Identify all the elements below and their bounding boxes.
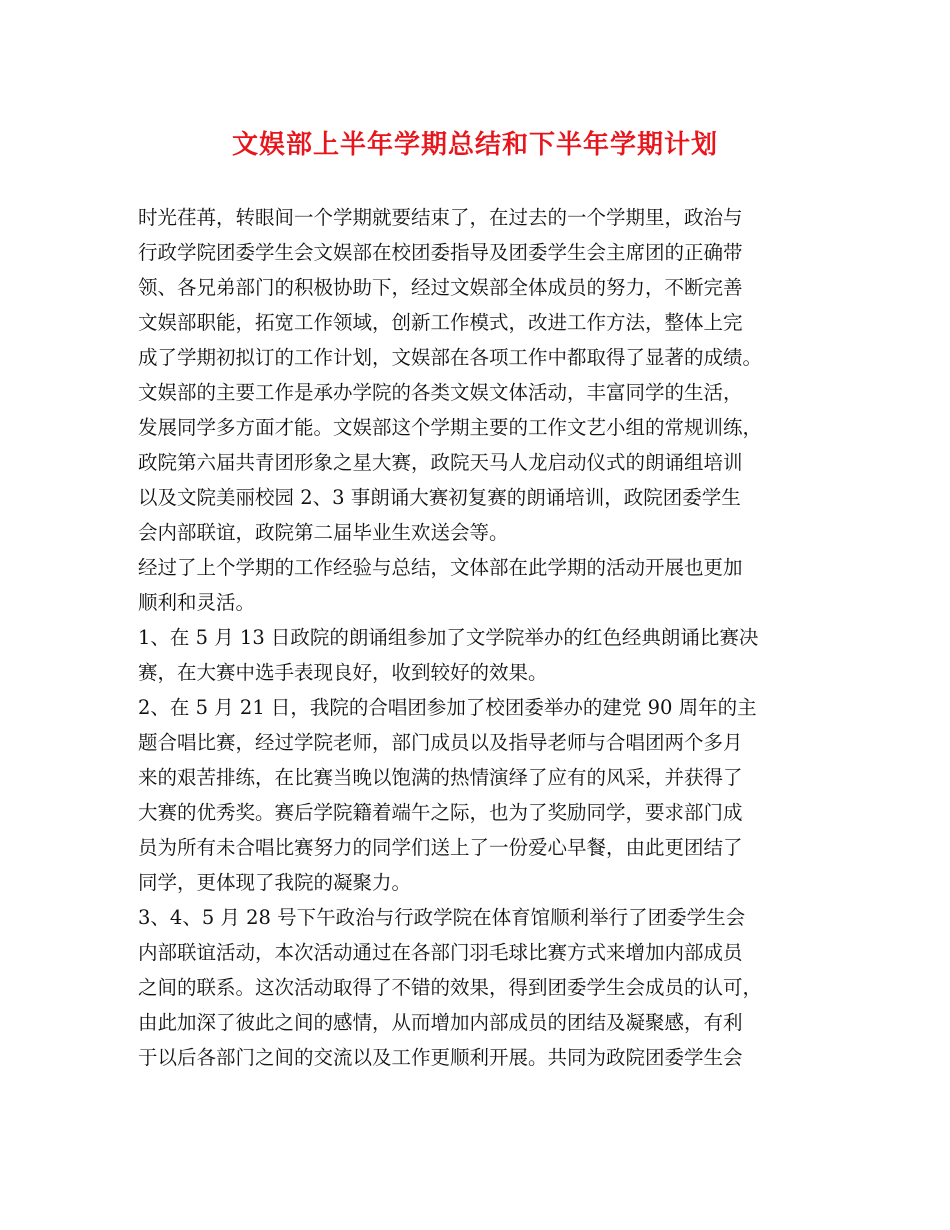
document-body xyxy=(138,200,828,1075)
body-line: 大赛的优秀奖。赛后学院籍着端午之际，也为了奖励同学，要求部门成 xyxy=(138,801,743,824)
body-line: 题合唱比赛，经过学院老师，部门成员以及指导老师与合唱团两个多月 xyxy=(138,731,743,754)
body-line: 由此加深了彼此之间的感情，从而增加内部成员的团结及凝聚感，有利 xyxy=(138,1011,743,1034)
body-line: 员为所有未合唱比赛努力的同学们送上了一份爱心早餐，由此更团结了 xyxy=(138,836,743,859)
body-line: 领、各兄弟部门的积极协助下，经过文娱部全体成员的努力，不断完善 xyxy=(138,276,743,299)
body-line: 文娱部的主要工作是承办学院的各类文娱文体活动，丰富同学的生活， xyxy=(138,381,743,404)
body-line: 经过了上个学期的工作经验与总结，文体部在此学期的活动开展也更加 xyxy=(138,556,743,579)
body-line: 政院第六届共青团形象之星大赛，政院天马人龙启动仪式的朗诵组培训 xyxy=(138,451,743,474)
body-line: 成了学期初拟订的工作计划，文娱部在各项工作中都取得了显著的成绩。 xyxy=(138,346,763,369)
body-line: 顺利和灵活。 xyxy=(138,591,256,614)
body-line: 于以后各部门之间的交流以及工作更顺利开展。共同为政院团委学生会 xyxy=(138,1046,743,1069)
body-line: 文娱部职能，拓宽工作领域，创新工作模式，改进工作方法，整体上完 xyxy=(138,311,743,334)
body-line: 之间的联系。这次活动取得了不错的效果，得到团委学生会成员的认可， xyxy=(138,976,763,999)
body-line: 同学，更体现了我院的凝聚力。 xyxy=(138,871,412,894)
document-title: 文娱部上半年学期总结和下半年学期计划 xyxy=(231,130,718,160)
body-line: 时光荏苒，转眼间一个学期就要结束了，在过去的一个学期里，政治与 xyxy=(138,206,743,229)
body-line: 3、4、5 月 28 号下午政治与行政学院在体育馆顺利举行了团委学生会 xyxy=(138,906,746,929)
body-line: 来的艰苦排练，在比赛当晚以饱满的热情演绎了应有的风采，并获得了 xyxy=(138,766,743,789)
body-line: 内部联谊活动，本次活动通过在各部门羽毛球比赛方式来增加内部成员 xyxy=(138,941,743,964)
body-line: 以及文院美丽校园 2、3 事朗诵大赛初复赛的朗诵培训，政院团委学生 xyxy=(138,486,741,509)
body-line: 会内部联谊，政院第二届毕业生欢送会等。 xyxy=(138,521,509,544)
body-line: 2、在 5 月 21 日，我院的合唱团参加了校团委举办的建党 90 周年的主 xyxy=(138,696,757,719)
body-line: 1、在 5 月 13 日政院的朗诵组参加了文学院举办的红色经典朗诵比赛决 xyxy=(138,626,759,649)
body-line: 发展同学多方面才能。文娱部这个学期主要的工作文艺小组的常规训练， xyxy=(138,416,763,439)
body-line: 赛，在大赛中选手表现良好，收到较好的效果。 xyxy=(138,661,548,684)
body-line: 行政学院团委学生会文娱部在校团委指导及团委学生会主席团的正确带 xyxy=(138,241,743,264)
